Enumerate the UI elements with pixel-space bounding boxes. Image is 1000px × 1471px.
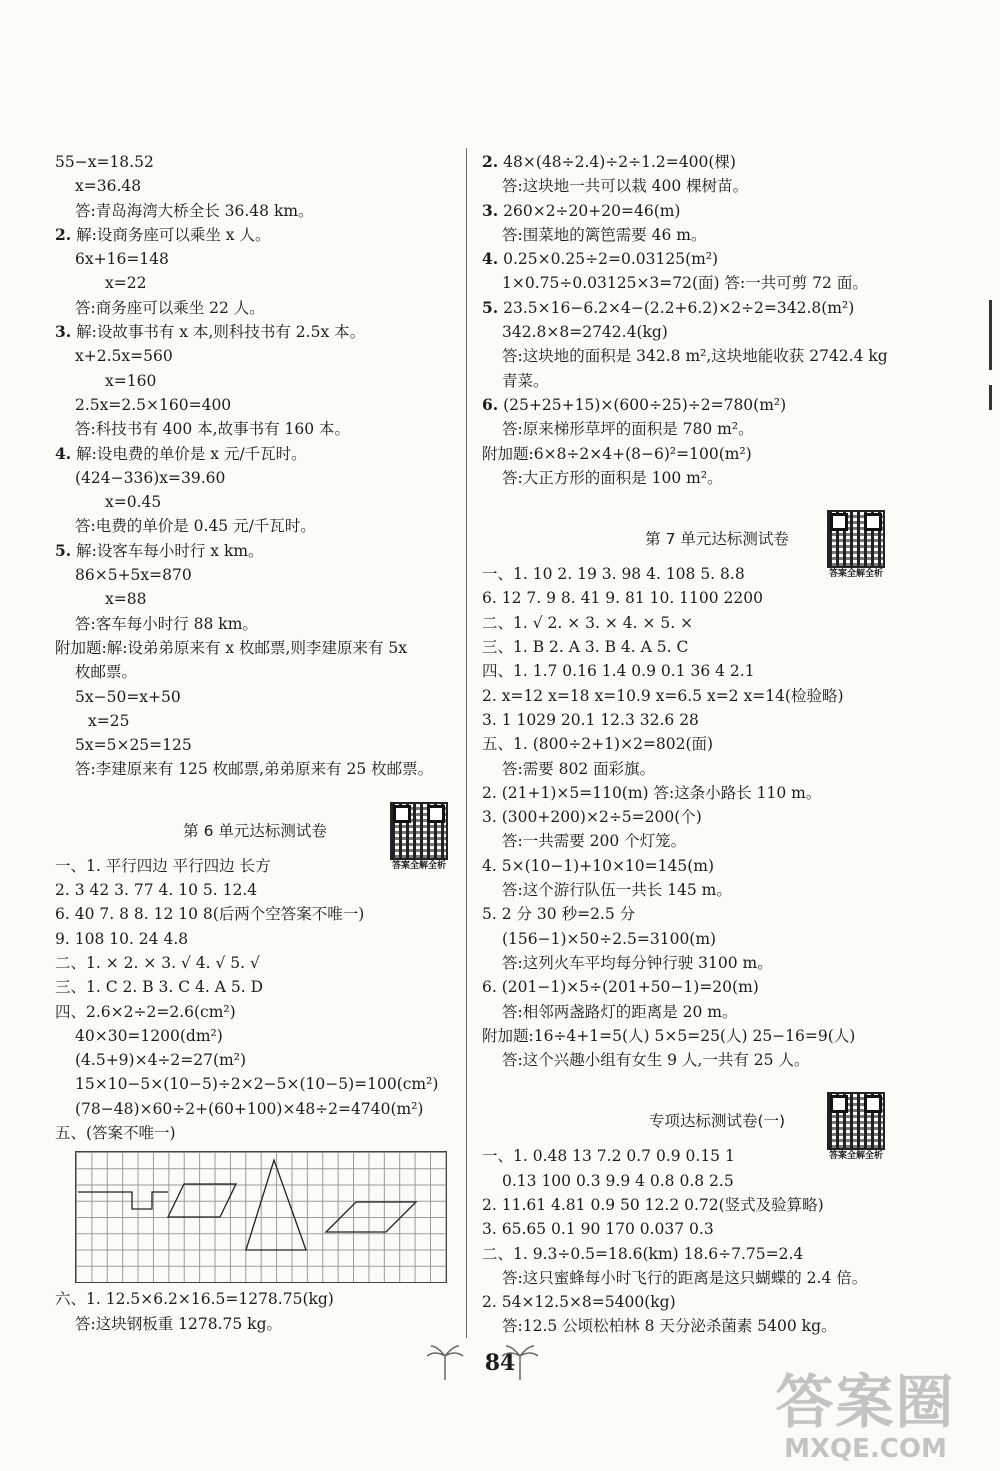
answer-text: x=160 — [105, 371, 157, 390]
answer-text: 四、1. 1.7 0.16 1.4 0.9 0.1 36 4 2.1 — [482, 662, 755, 681]
answer-line — [55, 247, 455, 271]
answer-block-special-1 — [482, 1144, 952, 1338]
answer-text: 5x=5×25=125 — [75, 736, 192, 755]
section-title-text: 专项达标测试卷(一) — [648, 1112, 786, 1131]
column-divider — [466, 148, 467, 1338]
answer-line — [482, 466, 952, 490]
answer-text: 答:一共需要 200 个灯笼。 — [502, 832, 687, 851]
qr-caption: 答案全解全析 — [391, 860, 446, 871]
answer-line — [482, 417, 952, 441]
answer-text: x=25 — [88, 711, 130, 730]
site-watermark — [753, 1370, 978, 1464]
answer-text: 二、1. × 2. × 3. √ 4. √ 5. √ — [55, 953, 260, 972]
answer-line — [55, 539, 455, 563]
answer-text: 3. 1 1029 20.1 12.3 32.6 28 — [482, 710, 699, 729]
answer-line — [55, 587, 455, 611]
answer-line — [55, 685, 455, 709]
answer-text: 4. 5×(10−1)+10×10=145(m) — [482, 856, 715, 875]
answer-line — [55, 514, 455, 538]
answer-text: 枚邮票。 — [75, 663, 138, 682]
answer-block-unit6 — [55, 854, 455, 1146]
answer-text: 答:大正方形的面积是 100 m²。 — [502, 468, 723, 487]
answer-line — [482, 951, 952, 975]
answer-line — [482, 369, 952, 393]
answer-line — [482, 442, 952, 466]
answer-line — [55, 709, 455, 733]
answer-text: 解:设电费的单价是 x 元/千瓦时。 — [76, 444, 307, 463]
answer-line — [55, 199, 455, 223]
answer-line — [482, 757, 952, 781]
answer-line — [55, 563, 455, 587]
answer-line — [482, 708, 952, 732]
watermark-logo-text: 答案圈 — [775, 1368, 956, 1436]
answer-text: 解:设商务座可以乘坐 x 人。 — [76, 225, 271, 244]
answer-line — [482, 805, 952, 829]
section-title-text: 第 6 单元达标测试卷 — [183, 821, 327, 840]
answer-block-unit6-part6 — [55, 1287, 455, 1336]
watermark-url: MXQE.COM — [784, 1434, 947, 1464]
answer-line — [482, 781, 952, 805]
right-column — [482, 150, 952, 1339]
answer-line — [55, 150, 455, 174]
question-number: 5. — [55, 540, 72, 560]
answer-text: 5. 2 分 30 秒=2.5 分 — [482, 905, 636, 924]
page-number: 84 — [484, 1350, 516, 1376]
answer-line — [55, 442, 455, 466]
answer-block-unit5-solutions — [55, 150, 455, 782]
answer-text: x=36.48 — [75, 177, 142, 196]
answer-line — [55, 369, 455, 393]
answer-text: 五、1. (800÷2+1)×2=802(面) — [482, 735, 714, 754]
answer-line — [55, 1000, 455, 1024]
answer-text: 答:李建原来有 125 枚邮票,弟弟原来有 25 枚邮票。 — [75, 760, 434, 779]
answer-text: 2. (21+1)×5=110(m) 答:这条小路长 110 m。 — [482, 783, 822, 802]
answer-text: 86×5+5x=870 — [75, 566, 192, 585]
answer-text: 解:设故事书有 x 本,则科技书有 2.5x 本。 — [76, 323, 366, 342]
answer-line — [482, 1314, 952, 1338]
answer-line — [55, 757, 455, 781]
question-number: 3. — [482, 200, 499, 220]
answer-text: 答:这个兴趣小组有女生 9 人,一共有 25 人。 — [502, 1051, 810, 1070]
question-number: 2. — [482, 152, 499, 171]
answer-text: 2. x=12 x=18 x=10.9 x=6.5 x=2 x=14(检验略) — [482, 686, 844, 705]
answer-text: 3. 65.65 0.1 90 170 0.037 0.3 — [482, 1220, 714, 1239]
question-number: 4. — [482, 249, 499, 269]
qr-caption: 答案全解全析 — [828, 569, 883, 580]
question-number: 6. — [482, 394, 499, 414]
answer-line — [55, 612, 455, 636]
answer-text: 答:原来梯形草坪的面积是 780 m²。 — [502, 420, 754, 439]
answer-text: 23.5×16−6.2×4−(2.2+6.2)×2÷2=342.8(m²) — [503, 298, 855, 317]
answer-text: 2.5x=2.5×160=400 — [75, 395, 232, 414]
answer-text: 342.8×8=2742.4(kg) — [502, 323, 668, 342]
answer-text: 2. 3 42 3. 77 4. 10 5. 12.4 — [55, 881, 258, 900]
answer-line — [55, 951, 455, 975]
question-number: 4. — [55, 443, 72, 463]
answer-line — [482, 150, 952, 174]
answer-text: (78−48)×60÷2+(60+100)×48÷2=4740(m²) — [75, 1099, 424, 1118]
answer-line — [55, 733, 455, 757]
grid-figure — [75, 1151, 447, 1283]
answer-text: 答:12.5 公顷松柏林 8 天分泌杀菌素 5400 kg。 — [502, 1317, 837, 1336]
answer-text: 0.25×0.25÷2=0.03125(m²) — [503, 250, 719, 269]
answer-text: 3. (300+200)×2÷5=200(个) — [482, 808, 702, 827]
answer-line — [482, 902, 952, 926]
answer-line — [55, 902, 455, 926]
answer-text: 答:围菜地的篱笆需要 46 m。 — [502, 225, 707, 244]
answer-text: (4.5+9)×4÷2=27(m²) — [75, 1051, 247, 1070]
answer-text: 1×0.75÷0.03125×3=72(面) 答:一共可剪 72 面。 — [502, 274, 868, 293]
answer-line — [482, 659, 952, 683]
answer-line — [55, 1097, 455, 1121]
answer-text: 答:商务座可以乘坐 22 人。 — [75, 298, 265, 317]
answer-text: 答:这块钢板重 1278.75 kg。 — [75, 1314, 282, 1333]
answer-line — [482, 1242, 952, 1266]
answer-line — [55, 975, 455, 999]
answer-text: 一、1. 平行四边 平行四边 长方 — [55, 856, 271, 875]
answer-text: 附加题:解:设弟弟原来有 x 枚邮票,则李建原来有 5x — [55, 638, 407, 657]
answer-line — [482, 611, 952, 635]
qr-caption: 答案全解全析 — [828, 1151, 883, 1162]
answer-text: x=0.45 — [105, 493, 162, 512]
answer-text: (156−1)×50÷2.5=3100(m) — [502, 929, 717, 948]
answer-text: x=22 — [105, 274, 147, 293]
answer-line — [482, 174, 952, 198]
answer-block-unit5-continued — [482, 150, 952, 490]
answer-text: 四、2.6×2÷2=2.6(cm²) — [55, 1002, 236, 1021]
answer-line — [55, 1312, 455, 1336]
qr-code-icon[interactable] — [822, 510, 890, 580]
scan-edge-mark — [989, 385, 992, 410]
answer-text: 三、1. C 2. B 3. C 4. A 5. D — [55, 978, 264, 997]
answer-text: 答:青岛海湾大桥全长 36.48 km。 — [75, 201, 314, 220]
answer-line — [482, 975, 952, 999]
answer-text: 六、1. 12.5×6.2×16.5=1278.75(kg) — [55, 1290, 334, 1309]
answer-text: 48×(48÷2.4)÷2÷1.2=400(棵) — [503, 153, 736, 171]
answer-text: 二、1. 9.3÷0.5=18.6(km) 18.6÷7.75=2.4 — [482, 1244, 804, 1263]
answer-text: x+2.5x=560 — [75, 347, 173, 366]
answer-line — [482, 1169, 952, 1193]
answer-text: 260×2÷20+20=46(m) — [503, 201, 681, 220]
answer-text: 解:设客车每小时行 x km。 — [76, 541, 264, 560]
answer-text: 55−x=18.52 — [55, 153, 154, 171]
answer-line — [55, 490, 455, 514]
answer-text: 5x−50=x+50 — [75, 687, 181, 706]
answer-text: 9. 108 10. 24 4.8 — [55, 929, 189, 948]
answer-line — [482, 199, 952, 223]
answer-line — [482, 1266, 952, 1290]
answer-block-unit7 — [482, 562, 952, 1072]
answer-text: 答:相邻两盏路灯的距离是 20 m。 — [502, 1002, 738, 1021]
answer-text: 2. 54×12.5×8=5400(kg) — [482, 1293, 676, 1312]
answer-text: 答:科技书有 400 本,故事书有 160 本。 — [75, 420, 351, 439]
answer-text: 附加题:16÷4+1=5(人) 5×5=25(人) 25−16=9(人) — [482, 1026, 856, 1045]
answer-text: 附加题:6×8÷2×4+(8−6)²=100(m²) — [482, 444, 752, 463]
answer-line — [55, 417, 455, 441]
answer-text: 40×30=1200(dm²) — [75, 1026, 223, 1045]
answer-line — [55, 927, 455, 951]
answer-line — [55, 174, 455, 198]
answer-text: 6. 40 7. 8 8. 12 10 8(后两个空答案不唯一) — [55, 905, 365, 924]
answer-line — [55, 1121, 455, 1145]
answer-text: 答:这块地一共可以栽 400 棵树苗。 — [502, 177, 749, 196]
answer-line — [482, 1048, 952, 1072]
answer-line — [482, 635, 952, 659]
answer-line — [482, 1290, 952, 1314]
answer-line — [55, 1048, 455, 1072]
answer-text: 答:客车每小时行 88 km。 — [75, 614, 258, 633]
answer-line — [55, 271, 455, 295]
answer-line — [482, 393, 952, 417]
answer-line — [482, 586, 952, 610]
answer-text: 6x+16=148 — [75, 250, 169, 269]
answer-text: 一、1. 0.48 13 7.2 0.7 0.9 0.15 1 — [482, 1147, 735, 1166]
answer-line — [482, 320, 952, 344]
answer-line — [55, 296, 455, 320]
answer-text: 15×10−5×(10−5)÷2×2−5×(10−5)=100(cm²) — [75, 1075, 439, 1094]
answer-line — [482, 732, 952, 756]
answer-text: (25+25+15)×(600÷25)÷2=780(m²) — [503, 395, 787, 414]
answer-text: 答:需要 802 面彩旗。 — [502, 759, 656, 778]
answer-line — [482, 344, 952, 368]
answer-text: 一、1. 10 2. 19 3. 98 4. 108 5. 8.8 — [482, 565, 745, 584]
answer-line — [55, 223, 455, 247]
answer-line — [55, 1072, 455, 1096]
answer-text: 答:这块地的面积是 342.8 m²,这块地能收获 2742.4 kg — [502, 347, 888, 366]
answer-line — [482, 1217, 952, 1241]
answer-text: x=88 — [105, 590, 147, 609]
grid-drawings — [76, 1152, 446, 1282]
answer-line — [55, 1024, 455, 1048]
answer-text: (424−336)x=39.60 — [75, 468, 226, 487]
answer-line — [482, 1000, 952, 1024]
answer-line — [482, 271, 952, 295]
question-number: 3. — [55, 322, 72, 342]
answer-text: 答:这列火车平均每分钟行驶 3100 m。 — [502, 953, 773, 972]
answer-line — [482, 854, 952, 878]
answer-line — [482, 1193, 952, 1217]
qr-code-icon[interactable] — [822, 1092, 890, 1162]
answer-line — [55, 320, 455, 344]
answer-text: 三、1. B 2. A 3. B 4. A 5. C — [482, 638, 689, 657]
section-title-text: 第 7 单元达标测试卷 — [645, 530, 789, 549]
answer-line — [55, 878, 455, 902]
answer-line — [55, 466, 455, 490]
answer-text: 五、(答案不唯一) — [55, 1123, 176, 1142]
answer-line — [55, 393, 455, 417]
answer-line — [482, 296, 952, 320]
left-column — [55, 150, 455, 1336]
answer-line — [482, 684, 952, 708]
answer-text: 2. 11.61 4.81 0.9 50 12.2 0.72(竖式及验算略) — [482, 1195, 824, 1214]
answer-text: 6. (201−1)×5÷(201+50−1)=20(m) — [482, 978, 759, 997]
answer-text: 二、1. √ 2. × 3. × 4. × 5. × — [482, 613, 694, 632]
answer-text: 答:这只蜜蜂每小时飞行的距离是这只蝴蝶的 2.4 倍。 — [502, 1268, 868, 1287]
answer-text: 青菜。 — [502, 371, 549, 390]
answer-text: 0.13 100 0.3 9.9 4 0.8 0.8 2.5 — [502, 1171, 734, 1190]
answer-line — [482, 829, 952, 853]
answer-text: 答:电费的单价是 0.45 元/千瓦时。 — [75, 517, 316, 536]
scan-edge-mark — [989, 300, 992, 370]
answer-line — [55, 636, 455, 660]
answer-text: 6. 12 7. 9 8. 41 9. 81 10. 1100 2200 — [482, 589, 763, 608]
answer-line — [55, 660, 455, 684]
palm-decoration-icon — [500, 1342, 540, 1382]
answer-line — [55, 1287, 455, 1311]
qr-code-icon[interactable] — [385, 802, 453, 872]
answer-text: 答:这个游行队伍一共长 145 m。 — [502, 881, 732, 900]
answer-line — [482, 927, 952, 951]
answer-line — [482, 223, 952, 247]
answer-line — [482, 247, 952, 271]
answer-line — [482, 1024, 952, 1048]
question-number: 2. — [55, 224, 72, 244]
question-number: 5. — [482, 297, 499, 317]
answer-line — [55, 344, 455, 368]
answer-line — [482, 878, 952, 902]
